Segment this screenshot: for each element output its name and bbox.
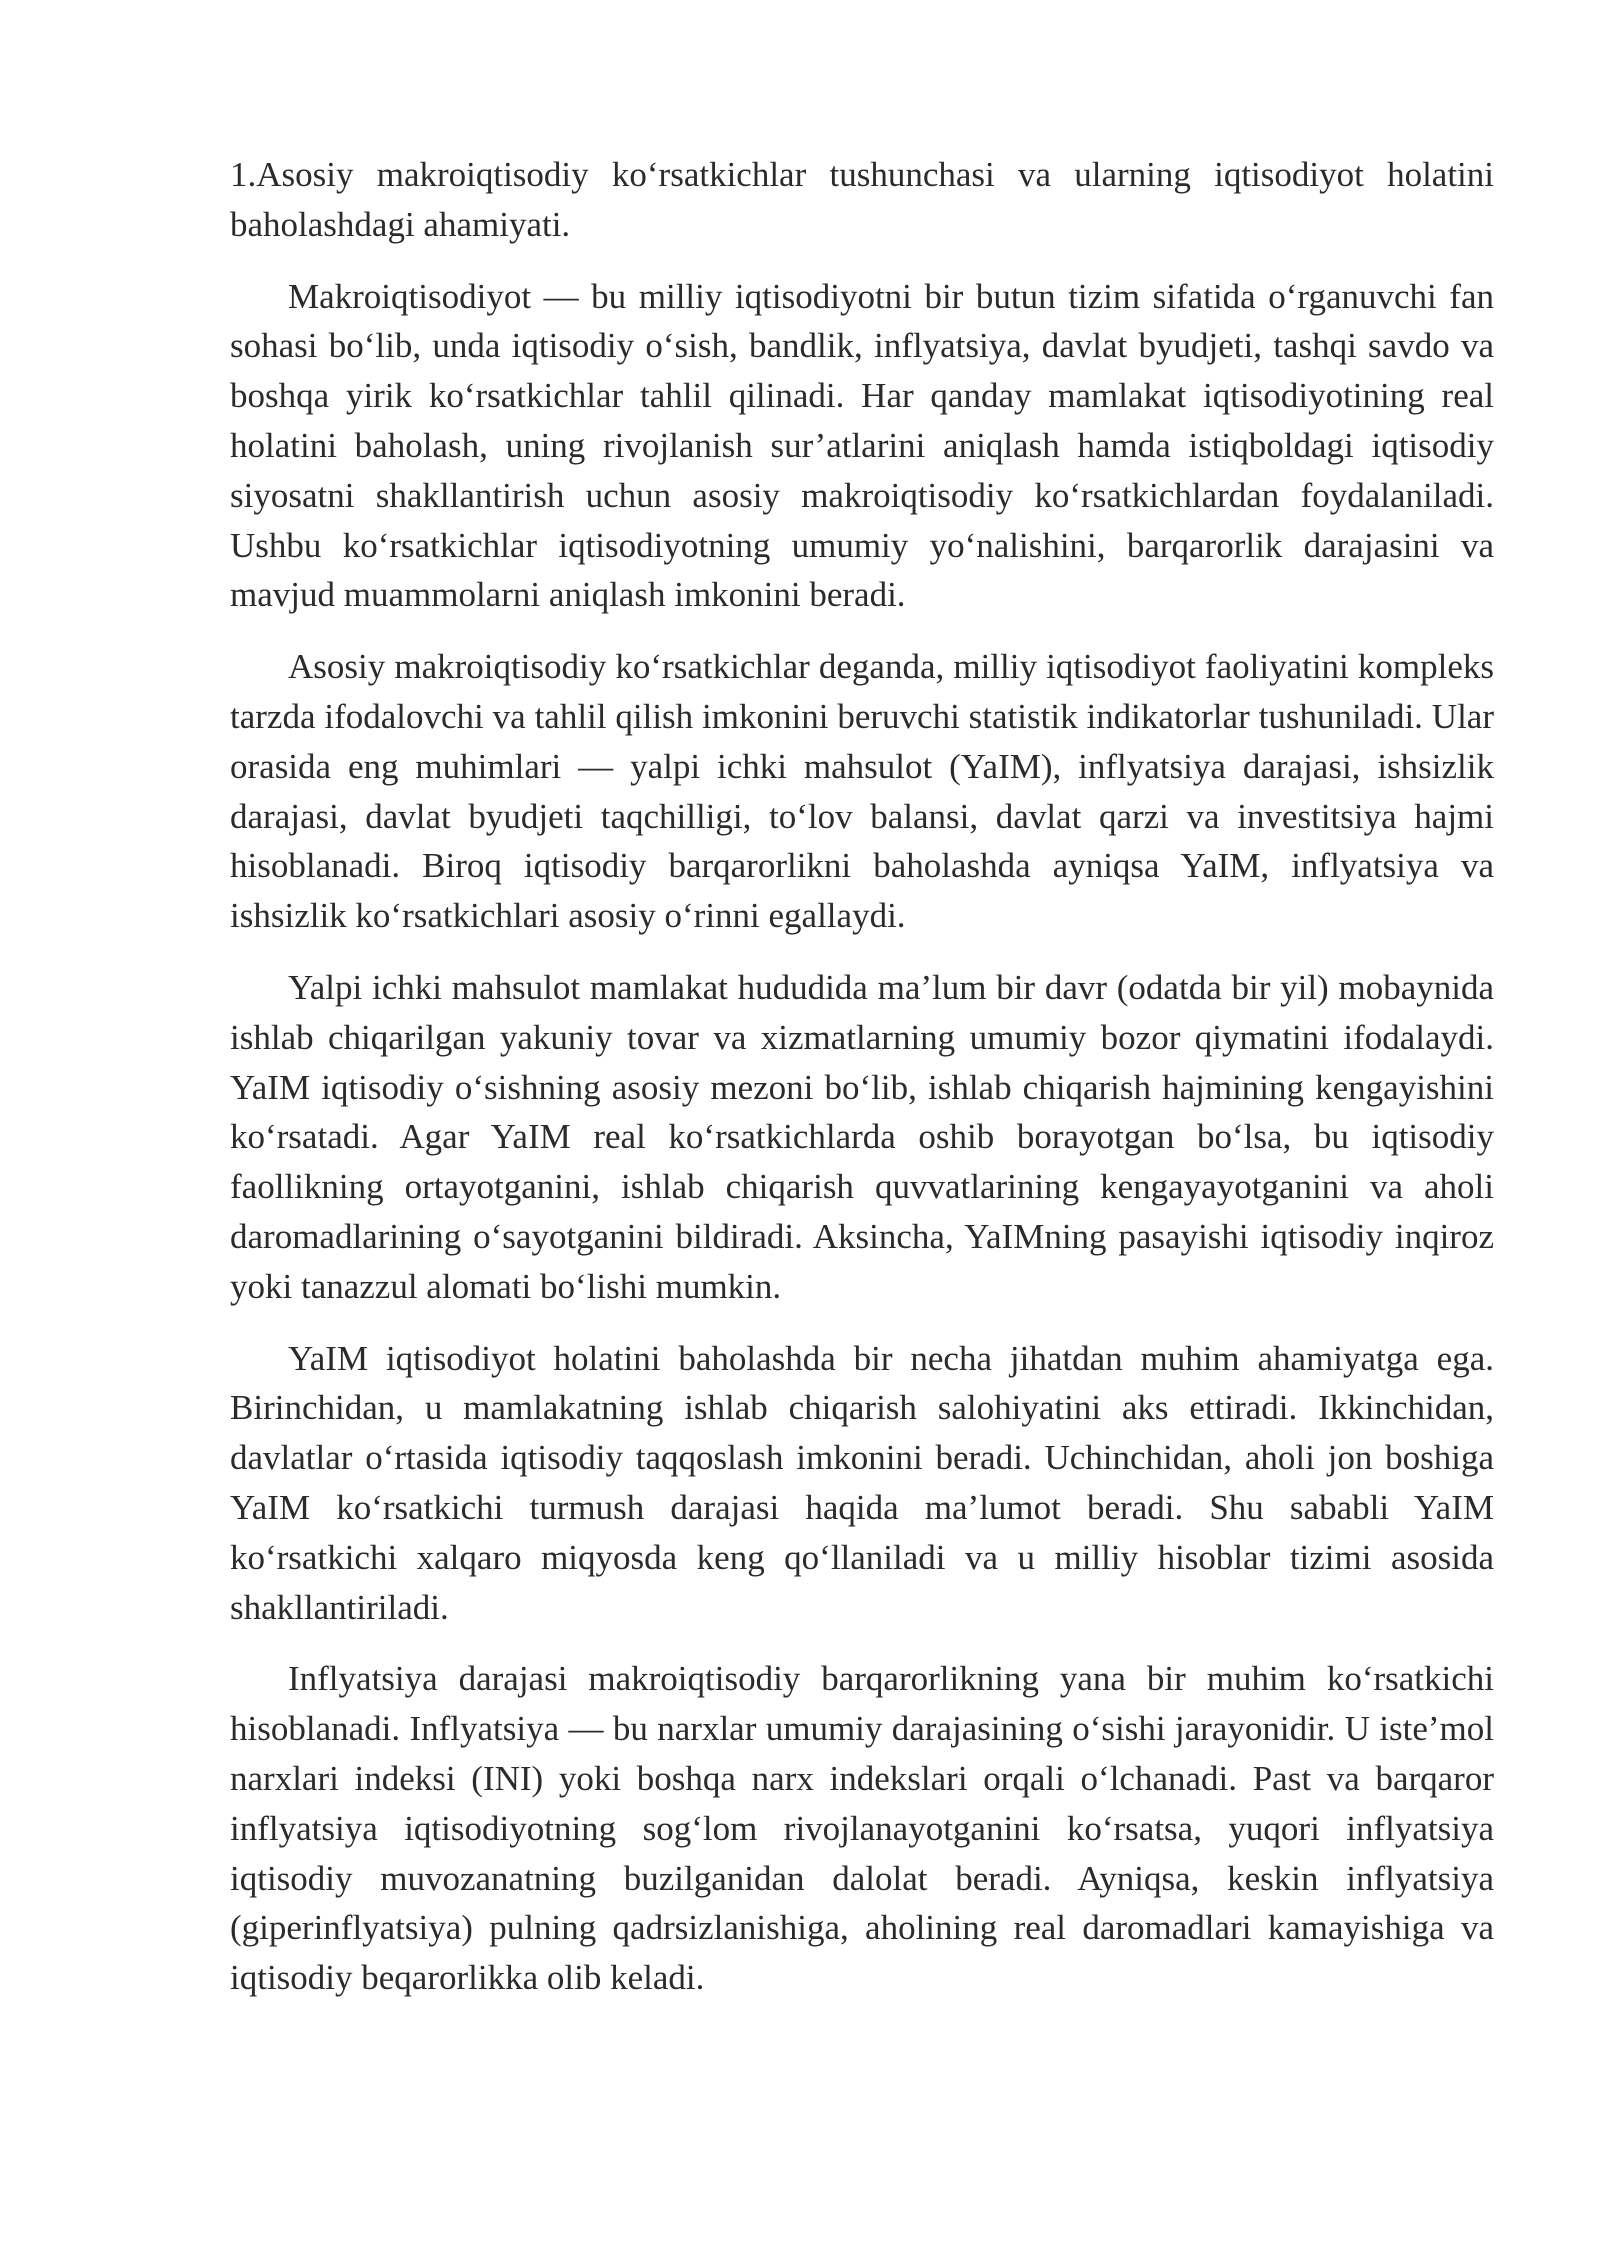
paragraph-gdp-definition: Yalpi ichki mahsulot mamlakat hududida ma’lum bir davr (odatda bir yil) mobaynida ishlab chiqarilgan yakuniy tovar va xizmatlarning umumiy bozor qiymatini ifodalaydi. YaIM iqtisodiy o‘sishning asosiy mezoni bo‘lib, ishlab chiqarish hajmining kengayishini ko‘rsatadi. Agar YaIM real ko‘rsatkichlarda oshib borayotgan bo‘lsa, bu iqtisodiy faollikning ortayotganini, ishlab chiqarish quvvatlarining kengayayotganini va aholi daromadlarining o‘sayotganini bildiradi. Aksincha, YaIMning pasayishi iqtisodiy inqiroz yoki tanazzul alomati bo‘lishi mumkin. <box>230 967 1494 1306</box>
paragraph-macroeconomics-intro: Makroiqtisodiyot — bu milliy iqtisodiyotni bir butun tizim sifatida o‘rganuvchi fan sohasi bo‘lib, unda iqtisodiy o‘sish, bandlik, inflyatsiya, davlat byudjeti, tashqi savdo va boshqa yirik ko‘rsatkichlar tahlil qilinadi. Har qanday mamlakat iqtisodiyotining real holatini baholash, uning rivojlanish sur’atlarini aniqlash hamda istiqboldagi iqtisodiy siyosatni shakllantirish uchun asosiy makroiqtisodiy ko‘rsatkichlardan foydalaniladi. Ushbu ko‘rsatkichlar iqtisodiyotning umumiy yo‘nalishini, barqarorlik darajasini va mavjud muammolarni aniqlash imkonini beradi. <box>230 276 1494 615</box>
section-heading: 1.Asosiy makroiqtisodiy ko‘rsatkichlar tushunchasi va ularning iqtisodiyot holatini baholashdagi ahamiyati. <box>230 155 1494 244</box>
paragraph-gdp-importance: YaIM iqtisodiyot holatini baholashda bir necha jihatdan muhim ahamiyatga ega. Birinchidan, u mamlakatning ishlab chiqarish salohiyatini aks ettiradi. Ikkinchidan, davlatlar o‘rtasida iqtisodiy taqqoslash imkonini beradi. Uchinchidan, aholi jon boshiga YaIM ko‘rsatkichi turmush darajasi haqida ma’lumot beradi. Shu sababli YaIM ko‘rsatkichi xalqaro miqyosda keng qo‘llaniladi va u milliy hisoblar tizimi asosida shakllantiriladi. <box>230 1338 1494 1627</box>
document-page <box>230 150 1494 2025</box>
paragraph-key-indicators: Asosiy makroiqtisodiy ko‘rsatkichlar deganda, milliy iqtisodiyot faoliyatini kompleks tarzda ifodalovchi va tahlil qilish imkonini beruvchi statistik indikatorlar tushuniladi. Ular orasida eng muhimlari — yalpi ichki mahsulot (YaIM), inflyatsiya darajasi, ishsizlik darajasi, davlat byudjeti taqchilligi, to‘lov balansi, davlat qarzi va investitsiya hajmi hisoblanadi. Biroq iqtisodiy barqarorlikni baholashda ayniqsa YaIM, inflyatsiya va ishsizlik ko‘rsatkichlari asosiy o‘rinni egallaydi. <box>230 647 1494 936</box>
paragraph-inflation: Inflyatsiya darajasi makroiqtisodiy barqarorlikning yana bir muhim ko‘rsatkichi hisoblanadi. Inflyatsiya — bu narxlar umumiy darajasining o‘sishi jarayonidir. U iste’mol narxlari indeksi (INI) yoki boshqa narx indekslari orqali o‘lchanadi. Past va barqaror inflyatsiya iqtisodiyotning sog‘lom rivojlanayotganini ko‘rsatsa, yuqori inflyatsiya iqtisodiy muvozanatning buzilganidan dalolat beradi. Ayniqsa, keskin inflyatsiya (giperinflyatsiya) pulning qadrsizlanishiga, aholining real daromadlari kamayishiga va iqtisodiy beqarorlikka olib keladi. <box>230 1659 1494 1998</box>
